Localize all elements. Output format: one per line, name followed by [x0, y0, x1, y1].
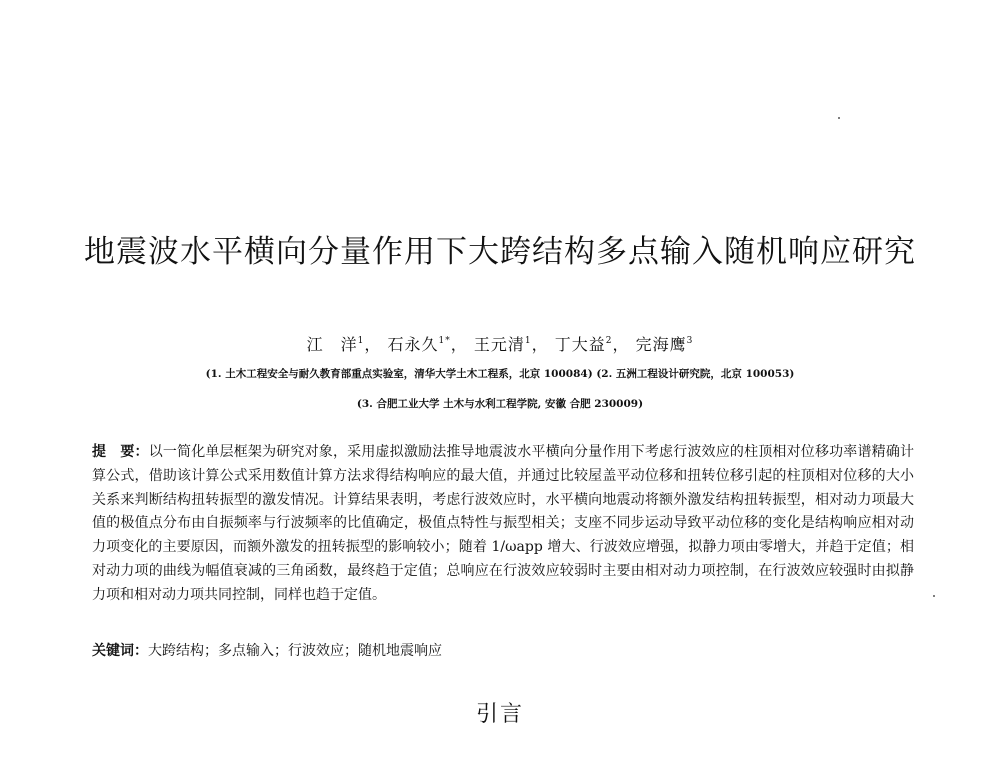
keywords-text: 大跨结构；多点输入；行波效应；随机地震响应 — [148, 643, 442, 659]
abstract-label: 提 要： — [92, 444, 149, 460]
affiliation-mark: 1* — [438, 336, 451, 346]
author-name: 石永久 — [387, 335, 439, 354]
abstract — [92, 441, 914, 608]
author-separator: ， — [450, 335, 468, 354]
affiliation-mark: 3 — [686, 336, 694, 346]
author-name: 王元清 — [473, 335, 525, 354]
author-name: 完海鹰 — [635, 335, 687, 354]
paper-title: 地震波水平横向分量作用下大跨结构多点输入随机响应研究 — [84, 234, 916, 270]
affiliation-mark: 1 — [524, 336, 532, 346]
author-name: 江 洋 — [306, 335, 358, 354]
abstract-text: 以一简化单层框架为研究对象，采用虚拟激励法推导地震波水平横向分量作用下考虑行波效应的柱顶相对位移功率谱精确计算公式，借助该计算公式采用数值计算方法求得结构响应的最大值，并通过比较屋盖平动位移和扭转位移引起的柱顶相对位移的大小关系来判断结构扭转振型的激发情况。计算结果表明，考虑行波效应时，水平横向地震动将额外激发结构扭转振型，相对动力项最大值的极值点分布由自振频率与行波频率的比值确定，极值点特性与振型相关；支座不同步运动导致平动位移的变化是结构响应相对动力项变化的主要原因，而额外激发的扭转振型的影响较小；随着 1/ωapp 增大、行波效应增强，拟静力项由零增大，并趋于定值；相对动力项的曲线为幅值衰减的三角函数，最终趋于定值；总响应在行波效应较弱时主要由相对动力项控制，在行波效应较强时由拟静力项和相对动力项共同控制，同样也趋于定值。 — [92, 444, 914, 603]
keywords — [92, 640, 914, 662]
scan-speck — [933, 595, 935, 597]
section-heading-introduction: 引言 — [475, 702, 524, 727]
author-separator: ， — [531, 335, 549, 354]
author-name: 丁大益 — [554, 335, 606, 354]
author-separator: ， — [364, 335, 382, 354]
author-separator: ， — [612, 335, 630, 354]
keywords-label: 关键词： — [92, 643, 148, 659]
affiliation-mark: 1 — [357, 336, 365, 346]
affiliation-mark: 2 — [605, 336, 613, 346]
affiliation-line-1: (1. 土木工程安全与耐久教育部重点实验室，清华大学土木工程系，北京 100084) (2. 五洲工程设计研究院，北京 100053) — [205, 368, 795, 380]
affiliation-line-2: (3. 合肥工业大学 土木与水利工程学院, 安徽 合肥 230009) — [356, 398, 644, 410]
scan-speck — [838, 117, 840, 119]
author-list — [0, 334, 1000, 356]
